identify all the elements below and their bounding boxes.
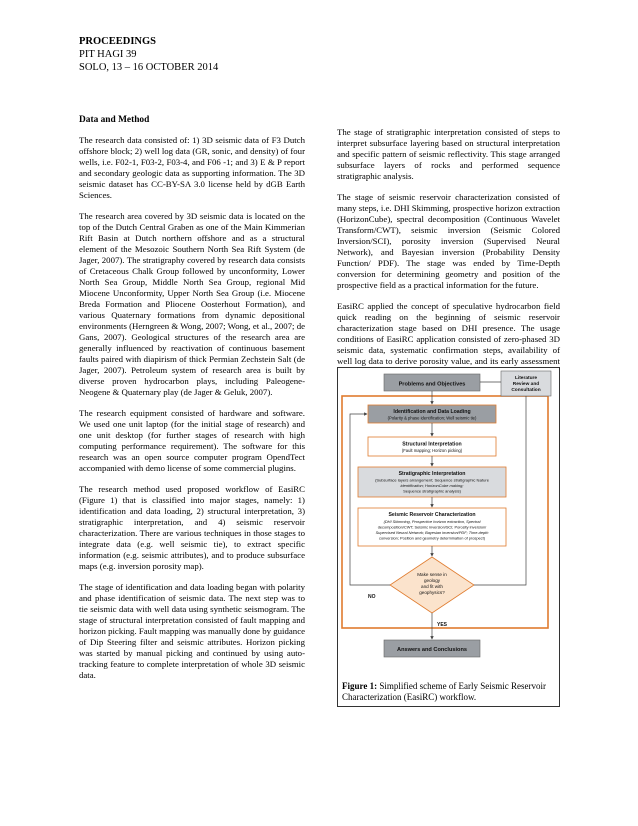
page-header [79,35,218,74]
box-src-sub-4: conversion; Position and geometry determination of prospect) [379,535,485,541]
figure-1 [337,367,560,707]
box-stratigraphic-title: Stratigraphic Interpretation [398,471,466,477]
paragraph-research-area: The research area covered by 3D seismic data is located on the top of the Dutch Central Graben as one of the Main Kimmerian Rift Basin at Dutch northern offshore and as a structural element of the Mesozoic Southern North Sea Rift System (de Jager, 2007). The stratigraphy covered by research data consists of Cretaceous Chalk Group followed by unconformity, Lower North Sea Group, Middle North Sea Group, regional Mid Miocene Unconformity, Upper North Sea Group (i.e. Miocene Breda Formation and Pliocene Oosterhout Formation), and various Quaternary formations from dynamic depositional environments (Herngreen & Wong, 2007; Wong, et al., 2007; de Gans, 2007). Geological structures of the research area are generally influenced by reactivation of continuous basement faults paired with diapirism of thick Permian Zechstein Salt (de Jager, 2007). Petroleum system of research area is built by diverse proven hydrocarbon plays, including Paleogene-Neogene & Quaternary play (de Jager & Geluk, 2007). [79,211,305,397]
box-literature-line1: Literature [514,376,538,381]
paragraph-easirc: EasiRC applied the concept of speculative hydrocarbon field quick reading on the beginning of seismic reservoir characterization stage based on DHI presence. The usage conditions of EasiRC application consisted of zero-phased 3D seismic data, systematic confirmation steps, availability of well log data to derive porosity value, and its early assessment [337,301,560,366]
caption-label: Figure 1: [342,681,378,691]
box-structural-sub: (Fault mapping; Horizon picking) [401,448,463,453]
box-src-sub-1: (DHI Skimming, Prospective horizon extraction, Spectral [383,519,481,524]
decision-line2: geology [423,578,441,583]
header-proceedings: PROCEEDINGS [79,36,157,47]
caption-text: Simplified scheme of Early Seismic Reservoir Characterization (EasiRC) workflow. [342,681,547,702]
section-title: Data and Method [79,115,150,125]
box-stratigraphic-sub-1: (Subsurface layers arrangement; Sequence stratigraphic feature [375,477,489,483]
decision-line4: geophysics? [419,590,445,595]
box-problems-label: Problems and Objectives [398,381,466,388]
paragraph-reservoir: The stage of seismic reservoir characterization consisted of many steps, i.e. DHI Skimming, prospective horizon extraction (HorizonCube), spectral decomposition (Continuous Wavelet Transform/CWT), seismic inversion (Seismic Colored Inversion/SCI), porosity inversion (Supervised Neural Network), and Bayesian inversion (Probability Density Function/ PDF). The stage was ended by Time-Depth conversion for determining geometry and position of the prospective field as a practical information for the future. [337,192,560,290]
header-conference: PIT HAGI 39 [79,49,137,60]
paragraph-equipment: The research equipment consisted of hardware and software. We used one unit laptop (for the initial stage of research) and one unit desktop (for further stages of research with high computing performance requirement). The software for this research was an open source computer program OpendTect accompanied with demo license of some commercial plugins. [79,408,305,473]
paragraph-stratigraphic: The stage of stratigraphic interpretation consisted of steps to interpret subsurface layering based on structural interpretation and specific pattern of seismic reflectivity. This stage arranged subsurface layers of rocks and performed sequence stratigraphic analysis. [337,127,560,181]
box-src-title: Seismic Reservoir Characterization [388,512,476,518]
box-stratigraphic-sub-2: identification; HorizonCube making; [400,483,464,488]
paragraph-identification: The stage of identification and data loading began with polarity and phase identification of seismic data. The next step was to tie seismic data with well data using synthetic seismogram. The stage of structural interpretation consisted of fault mapping and horizon picking. Fault mapping was manually done by guidance of Dip Steering filter and seismic attributes. Horizon picking was started by manual picking and continued by using auto-tracking feature to complete interpretation of whole 3D seismic data. [79,582,305,680]
paragraph-data: The research data consisted of: 1) 3D seismic data of F3 Dutch offshore block; 2) well log data (GR, sonic, and density) of four wells, i.e. F02-1, F03-2, F03-4, and F06 -1; and 3) E & P report and secondary geologic data as supporting information. The 3D seismic dataset has CC-BY-SA 3.0 license held by dGB Earth Sciences. [79,135,305,200]
right-column [337,127,560,388]
workflow-diagram [338,368,559,678]
label-no: NO [368,594,376,600]
box-src-sub-2: decomposition/CWT; Seismic inversion/SCI; Porosity inversion/ [377,524,487,530]
header-location-date: SOLO, 13 – 16 OCTOBER 2014 [79,62,219,73]
paragraph-method: The research method used proposed workflow of EasiRC (Figure 1) that is classified into major stages, namely: 1) identification and data loading, 2) structural interpretation, 3) stratigraphic interpretation, and 4) seismic reservoir characterization. There are various techniques in those stages to integrate data (e.g. well seismic tie), to extract specific information (e.g. seismic attributes), and to produce subsurface maps (e.g. inversion porosity map). [79,484,305,571]
box-structural-title: Structural Interpretation [402,441,462,448]
box-identification-sub: (Polarity & phase identification; Well seismic tie) [387,415,477,421]
label-yes: YES [437,622,448,628]
decision-line1: Make sense in [417,572,447,577]
box-stratigraphic-sub-3: Sequence stratigraphic analysis) [403,488,461,494]
box-literature-line2: Review and [512,382,540,387]
box-identification-title: Identification and Data Loading [393,409,471,415]
box-literature-line3: Consultation [511,388,541,393]
box-src-sub-3: Supervised Neural Network; Bayesian inversion/PDF; Time-depth [375,530,489,535]
box-answers-label: Answers and Conclusions [397,647,467,653]
figure-caption [342,681,556,703]
decision-line3: and fit with [421,584,443,589]
left-column [79,115,305,691]
